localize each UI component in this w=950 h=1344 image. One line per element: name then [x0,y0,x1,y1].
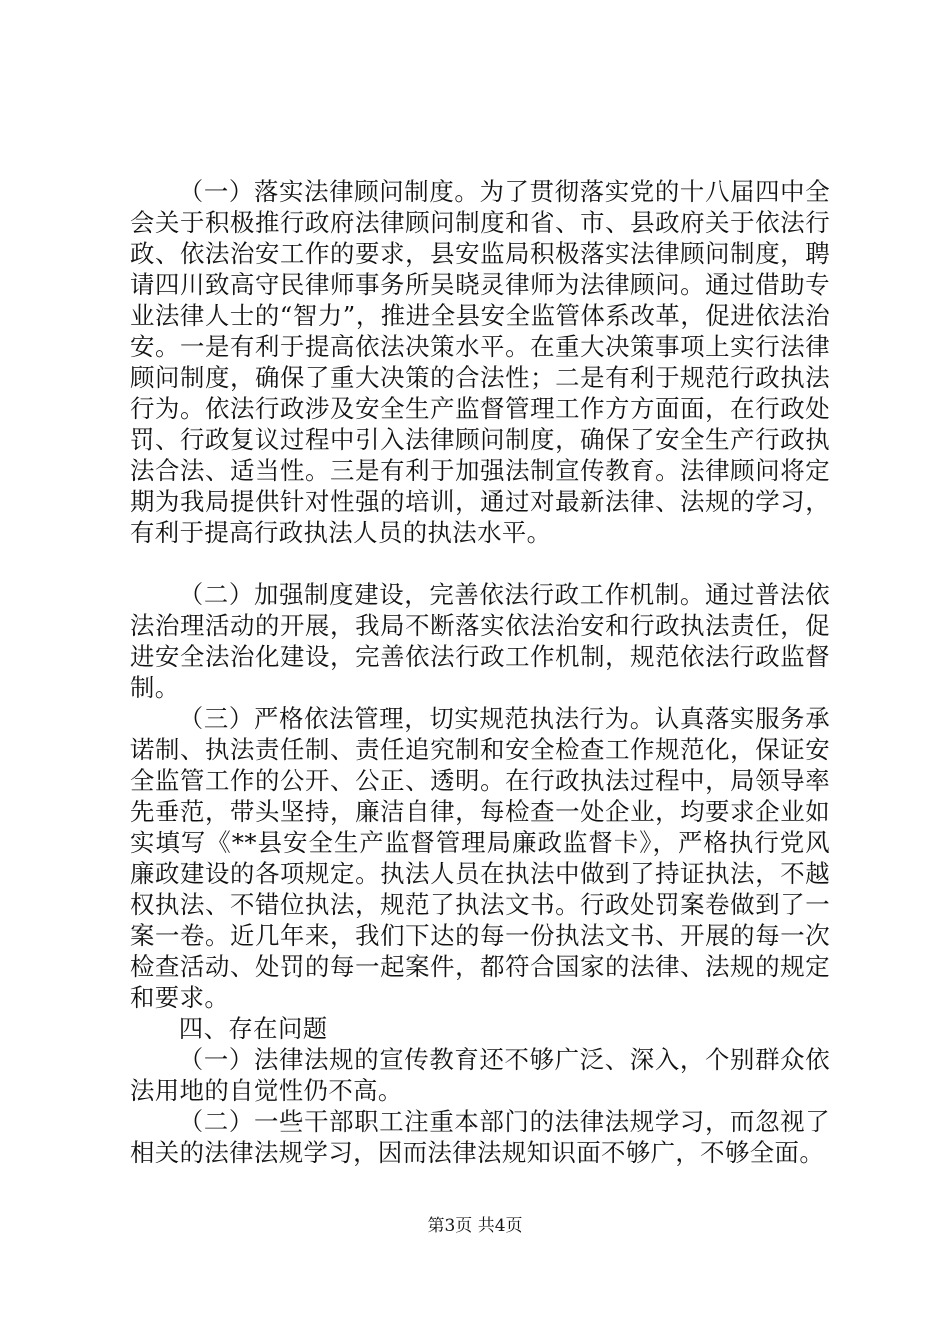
paragraph-problem-one: （一）法律法规的宣传教育还不够广泛、深入，个别群众依法用地的自觉性仍不高。 [130,1045,830,1105]
paragraph-strict-management: （三）严格依法管理，切实规范执法行为。认真落实服务承诺制、执法责任制、责任追究制和安全检查工作规范化，保证安全监管工作的公开、公正、透明。在行政执法过程中，局领导率先垂范，带头坚持，廉洁自律，每检查一处企业，均要求企业如实填写《**县安全生产监督管理局廉政监督卡》，严格执行党风廉政建设的各项规定。执法人员在执法中做到了持证执法，不越权执法、不错位执法，规范了执法文书。行政处罚案卷做到了一案一卷。近几年来，我们下达的每一份执法文书、开展的每一次检查活动、处罚的每一起案件，都符合国家的法律、法规的规定和要求。 [130,704,830,1012]
paragraph-system-building: （二）加强制度建设，完善依法行政工作机制。通过普法依法治理活动的开展，我局不断落实依法治安和行政执法责任，促进安全法治化建设，完善依法行政工作机制，规范依法行政监督制。 [130,580,830,702]
paragraph-problem-two: （二）一些干部职工注重本部门的法律法规学习，而忽视了相关的法律法规学习，因而法律法规知识面不够广，不够全面。 [130,1107,830,1167]
document-body [130,176,830,1168]
page-number-footer: 第3页 共4页 [427,1216,523,1236]
paragraph-spacer [130,548,830,579]
section-heading-problems: 四、存在问题 [178,1014,328,1043]
paragraph-legal-counsel: （一）落实法律顾问制度。为了贯彻落实党的十八届四中全会关于积极推行政府法律顾问制度和省、市、县政府关于依法行政、依法治安工作的要求，县安监局积极落实法律顾问制度，聘请四川致高守民律师事务所吴晓灵律师为法律顾问。通过借助专业法律人士的“智力”，推进全县安全监管体系改革，促进依法治安。一是有利于提高依法决策水平。在重大决策事项上实行法律顾问制度，确保了重大决策的合法性；二是有利于规范行政执法行为。依法行政涉及安全生产监督管理工作方方面面，在行政处罚、行政复议过程中引入法律顾问制度，确保了安全生产行政执法合法、适当性。三是有利于加强法制宣传教育。法律顾问将定期为我局提供针对性强的培训，通过对最新法律、法规的学习，有利于提高行政执法人员的执法水平。 [130,177,830,547]
